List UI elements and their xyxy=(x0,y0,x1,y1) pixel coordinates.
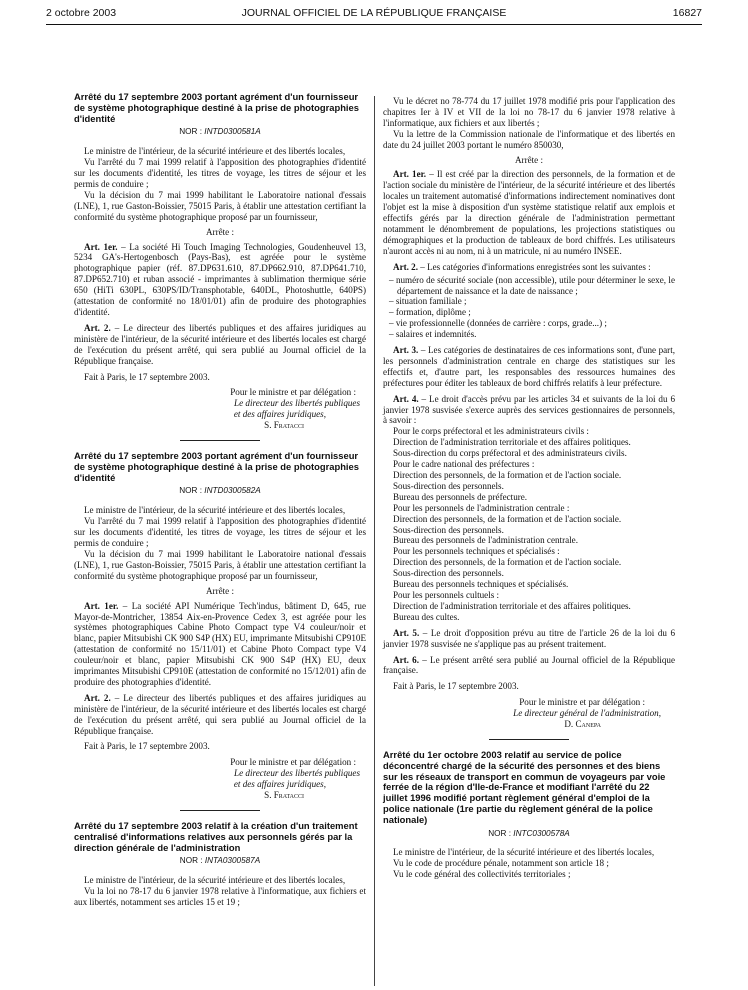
paragraph: Vu l'arrêté du 7 mai 1999 relatif à l'apposition des photographies d'identité sur les documents d'identité, les titres de voyage, les titres de séjour et les permis de conduire ; xyxy=(74,157,366,190)
nor-code: INTD0300581A xyxy=(204,127,261,137)
list-item: – situation familiale ; xyxy=(389,296,467,307)
nor-label: NOR : xyxy=(179,486,203,496)
header-title: JOURNAL OFFICIEL DE LA RÉPUBLIQUE FRANÇAISE xyxy=(241,7,507,19)
paragraph: Vu le code de procédure pénale, notamment son article 18 ; xyxy=(393,858,609,869)
article-label: Art. 1er. xyxy=(84,241,118,252)
list-item: – salaires et indemnités. xyxy=(389,329,477,340)
article-label: Art. 3. xyxy=(393,345,419,356)
article-2 xyxy=(383,262,675,273)
article-1 xyxy=(74,242,366,318)
decree-4-nor xyxy=(383,829,675,840)
signature-line: Le directeur des libertés publiques xyxy=(234,768,360,779)
list-item: – vie professionnelle (données de carrière : corps, grade...) ; xyxy=(389,318,607,329)
list-item: Direction des personnels, de la formation et de l'action sociale. xyxy=(393,513,622,524)
article-text: – Les catégories de destinataires de ces informations sont, d'une part, les personnels d'administration centrale en charge des statistiques sur les effectifs et, d'autre part, les responsables des ressources humaines des préfectures pour éditer les tableaux de bord chiffrés relatifs à leur préfecture. xyxy=(383,345,676,388)
section-divider xyxy=(180,440,260,441)
list-item: Pour les personnels techniques et spécialisés : xyxy=(393,546,560,557)
list-item: Pour le corps préfectoral et les administrateurs civils : xyxy=(393,426,589,437)
list-item: Direction des personnels, de la formation et de l'action sociale. xyxy=(393,557,622,568)
paragraph: Vu la lettre de la Commission nationale de l'informatique et des libertés en date du 24 juillet 2003 portant le numéro 850030, xyxy=(383,128,675,150)
signatory-name: D. Canepa xyxy=(564,719,601,730)
list-item: Direction de l'administration territoriale et des affaires politiques. xyxy=(393,437,631,448)
decree-2-title: Arrêté du 17 septembre 2003 portant agrément d'un fournisseur de système photographique destiné à la prise de photographies d'identité xyxy=(74,450,359,483)
article-text: – La société Hi Touch Imaging Technologies, Goudenheuvel 13, 5234 GA's-Hertogenbosch (Pays-Bas), est agréée pour le système photographique papier (réf. 87.DP631.610, 87.DP662.910, 87.DP641.710, 87.DP652.710) et ruban associé - imprimantes à sublimation thermique série 650 (HiTi 630PL, 630PS/ID/Transphotable, 640DL, Photoshuttle, 640PS) (attestation de conformité no 18/01/01) afin de produire des photographies d'identité. xyxy=(74,241,366,317)
nor-label: NOR : xyxy=(488,828,512,838)
decree-1-nor xyxy=(74,127,366,138)
article-4 xyxy=(383,394,675,427)
list-item: Bureau des personnels de préfecture. xyxy=(393,491,528,502)
article-3 xyxy=(383,345,675,389)
list-item: Pour les personnels cultuels : xyxy=(393,589,500,600)
article-1 xyxy=(383,169,675,256)
list-item: Bureau des personnels techniques et spécialisés. xyxy=(393,579,569,590)
decree-4 xyxy=(383,750,675,880)
article-6 xyxy=(383,655,675,677)
signature-line: Le directeur général de l'administration, xyxy=(513,708,661,719)
list-item: Direction des personnels, de la formation et de l'action sociale. xyxy=(393,470,622,480)
header-page-number: 16827 xyxy=(672,7,702,19)
arrete-heading: Arrête : xyxy=(205,585,235,596)
decree-1-title: Arrêté du 17 septembre 2003 portant agrément d'un fournisseur de système photographique destiné à la prise de photographies d'identité xyxy=(74,91,359,124)
article-label: Art. 1er. xyxy=(393,169,427,180)
article-label: Art. 5. xyxy=(393,627,420,638)
article-2 xyxy=(74,693,366,737)
nor-label: NOR : xyxy=(179,127,203,137)
article-text: – Les catégories d'informations enregistrées sont les suivantes : xyxy=(418,261,651,272)
article-label: Art. 6. xyxy=(393,654,419,665)
article-text: – Le droit d'opposition prévu au titre de l'article 26 de la loi du 6 janvier 1978 susvisée ne s'applique pas au présent traitement. xyxy=(383,627,675,649)
list-item: – formation, diplôme ; xyxy=(389,307,471,318)
article-label: Art. 2. xyxy=(84,692,111,703)
article-text: – Le directeur des libertés publiques et des affaires juridiques au ministère de l'intérieur, de la sécurité intérieure et des libertés locales est chargé de l'exécution du présent arrêté, qui sera publié au Journal officiel de la République française. xyxy=(74,322,366,366)
decree-2 xyxy=(74,451,366,801)
decree-2-nor xyxy=(74,486,366,497)
column-separator xyxy=(374,96,375,986)
article-text: – Le droit d'accès prévu par les articles 34 et suivants de la loi du 6 janvier 1978 susvisée s'exerce auprès des services gestionnaires de personnels, à savoir : xyxy=(383,393,675,426)
article-label: Art. 2. xyxy=(393,261,418,272)
signatory-name: S. Fratacci xyxy=(264,420,304,431)
list-item: Sous-direction des personnels. xyxy=(393,480,504,491)
article-1 xyxy=(74,601,366,688)
fait-line: Fait à Paris, le 17 septembre 2003. xyxy=(84,741,210,752)
list-item: Sous-direction des personnels. xyxy=(393,568,504,579)
section-divider xyxy=(180,810,260,811)
paragraph: Le ministre de l'intérieur, de la sécurité intérieure et des libertés locales, xyxy=(393,847,655,858)
paragraph: Le ministre de l'intérieur, de la sécurité intérieure et des libertés locales, xyxy=(84,505,346,516)
article-text: – La société API Numérique Tech'indus, bâtiment D, 645, rue Mayor-de-Montricher, 13854 Aix-en-Provence Cedex 3, est agréée pour les systèmes photographiques Cabine Photo Compact type V4 couleur/noir et blanc, papier Mitsubishi CK 900 S4P (HX) EU, imprimante Mitsubishi CP910E (attestation de conformité no 15/11/01) et Cabine Photo Compact type V4 couleur/noir et blanc, papier Mitsubishi CK 900 S4P (HX) EU, deux imprimantes Mitsubishi CP910E (attestation de conformité no 15/12/01) afin de produire des photographies d'identité. xyxy=(74,600,366,687)
list-item: Pour les personnels de l'administration centrale : xyxy=(393,502,570,513)
list-item: Bureau des cultes. xyxy=(393,611,460,622)
left-column xyxy=(74,92,366,908)
paragraph: Le ministre de l'intérieur, de la sécurité intérieure et des libertés locales, xyxy=(84,875,346,886)
article-label: Art. 4. xyxy=(393,393,419,404)
article-text: – Le présent arrêté sera publié au Journal officiel de la République française. xyxy=(383,654,675,676)
list-item: Direction de l'administration territoriale et des affaires politiques. xyxy=(393,600,631,611)
nor-code: INTA0300587A xyxy=(204,856,261,866)
paragraph: Vu le code général des collectivités territoriales ; xyxy=(393,869,571,880)
list-item: Sous-direction des personnels. xyxy=(393,524,504,535)
article-text: – Le directeur des libertés publiques et des affaires juridiques au ministère de l'intérieur, de la sécurité intérieure et des libertés locales est chargé de l'exécution du présent arrêté, qui sera publié au Journal officiel de la République française. xyxy=(74,692,366,736)
decree-3-title: Arrêté du 17 septembre 2003 relatif à la création d'un traitement centralisé d'informations relatives aux personnels gérés par la direction générale de l'administration xyxy=(74,820,358,853)
list-item: Pour le cadre national des préfectures : xyxy=(393,459,535,470)
right-column xyxy=(383,96,675,880)
information-categories-list xyxy=(383,275,675,340)
signature-line: Pour le ministre et par délégation : xyxy=(230,757,356,768)
paragraph: Vu l'arrêté du 7 mai 1999 relatif à l'apposition des photographies d'identité sur les documents d'identité, les titres de voyage, les titres de séjour et les permis de conduire ; xyxy=(74,516,366,549)
section-divider xyxy=(489,739,569,740)
fait-line: Fait à Paris, le 17 septembre 2003. xyxy=(393,681,519,692)
nor-code: INTD0300582A xyxy=(204,486,261,496)
decree-3-nor xyxy=(74,856,366,867)
signature-line: et des affaires juridiques, xyxy=(233,409,326,420)
article-5 xyxy=(383,628,675,650)
header-rule xyxy=(46,24,702,25)
list-item: Sous-direction du corps préfectoral et des administrateurs civils. xyxy=(393,448,627,459)
paragraph: Vu le décret no 78-774 du 17 juillet 1978 modifié pris pour l'application des chapitres Ier à IV et VII de la loi no 78-17 du 6 janvier 1978 relative à l'informatique, aux fichiers et aux libertés ; xyxy=(383,96,675,128)
paragraph: Vu la loi no 78-17 du 6 janvier 1978 relative à l'informatique, aux fichiers et aux libertés, notamment ses articles 15 et 19 ; xyxy=(74,886,366,908)
signature-line: Le directeur des libertés publiques xyxy=(234,398,360,409)
article-2 xyxy=(74,323,366,367)
signatory-name: S. Fratacci xyxy=(264,790,304,801)
article-label: Art. 1er. xyxy=(84,600,119,611)
decree-1 xyxy=(74,92,366,431)
nor-label: NOR : xyxy=(179,856,203,866)
signature-line: et des affaires juridiques, xyxy=(233,779,326,790)
arrete-heading: Arrête : xyxy=(205,226,235,237)
decree-3 xyxy=(74,821,366,908)
signature-line: Pour le ministre et par délégation : xyxy=(519,697,645,708)
article-label: Art. 2. xyxy=(84,322,111,333)
paragraph: Vu la décision du 7 mai 1999 habilitant le Laboratoire national d'essais (LNE), 1, rue Gaston-Boissier, 75015 Paris, à établir une attestation certifiant la conformité du système photographique proposé par un fournisseur, xyxy=(74,548,366,581)
signature-line: Pour le ministre et par délégation : xyxy=(230,387,356,398)
header-date: 2 octobre 2003 xyxy=(46,7,117,19)
list-item: – numéro de sécurité sociale (non accessible), utile pour déterminer le sexe, le département de naissance et la date de naissance ; xyxy=(389,274,675,296)
arrete-heading: Arrête : xyxy=(514,154,544,165)
decree-4-title: Arrêté du 1er octobre 2003 relatif au service de police déconcentré chargé de la sécurité des personnes et des biens sur les réseaux de transport en commun de voyageurs par voie ferrée de la région d'Ile-de-France et modifiant l'arrêté du 22 juillet 1996 modifié portant règlement général d'emploi de la police nationale (1re partie du règlement général de la police nationale) xyxy=(383,748,666,825)
nor-code: INTC0300578A xyxy=(513,828,570,838)
running-header xyxy=(46,7,702,21)
fait-line: Fait à Paris, le 17 septembre 2003. xyxy=(84,371,210,382)
list-item: Bureau des personnels de l'administration centrale. xyxy=(393,535,578,546)
paragraph: Vu la décision du 7 mai 1999 habilitant le Laboratoire national d'essais (LNE), 1, rue Gaston-Boissier, 75015 Paris, à établir une attestation certifiant la conformité du système photographique proposé par un fournisseur, xyxy=(74,189,366,222)
services-list xyxy=(383,426,675,622)
article-text: – Il est créé par la direction des personnels, de la formation et de l'action sociale du ministère de l'intérieur, de la sécurité intérieure et des libertés locales un traitement automatisé d'informations indirectement nominatives dont l'objet est la mise à disposition d'un système statistique relatif aux emplois et effectifs gérés par la direction générale de l'administration permettant notamment le dénombrement de populations, les projections statistiques ou démographiques et la production de tableaux de bord chiffrés. Les utilisateurs n'auront accès ni au nom, ni à un matricule, ni au numéro INSEE. xyxy=(383,169,675,256)
paragraph: Le ministre de l'intérieur, de la sécurité intérieure et des libertés locales, xyxy=(84,146,346,157)
